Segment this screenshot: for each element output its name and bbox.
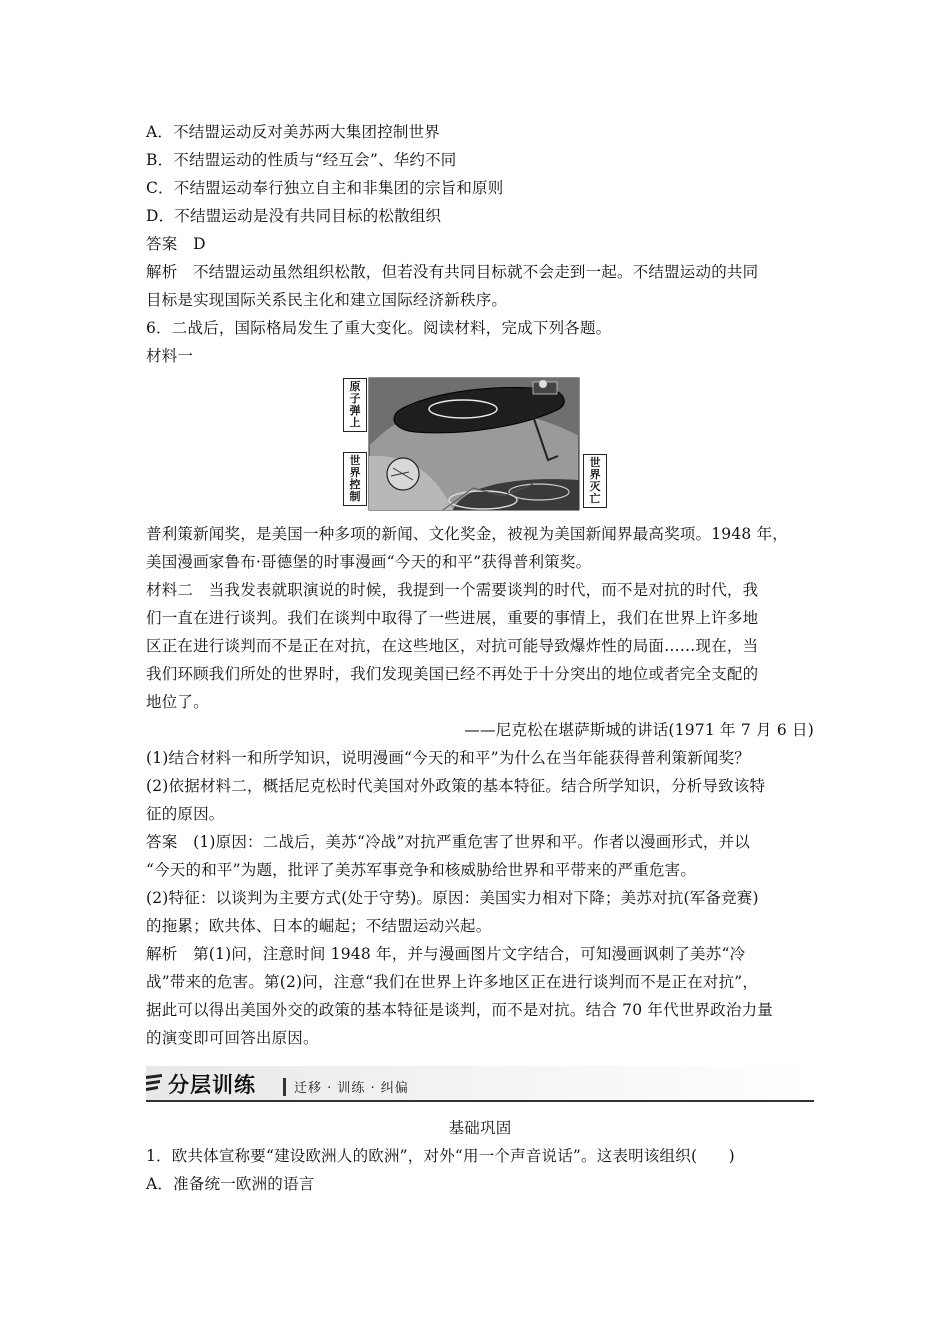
cartoon-label-top-left: 原 子 弹 上: [343, 378, 367, 432]
option-d: D．不结盟运动是没有共同目标的松散组织: [146, 207, 442, 225]
cartoon-label-right: 世 界 灭 亡: [583, 454, 607, 508]
question-line: (2)依据材料二，概括尼克松时代美国对外政策的基本特征。结合所学知识，分析导致该特: [146, 777, 766, 795]
material1-text-line: 普利策新闻奖，是美国一种多项的新闻、文化奖金，被视为美国新闻界最高奖项。1948 年，: [146, 525, 788, 543]
question-line: (1)结合材料一和所学知识，说明漫画“今天的和平”为什么在当年能获得普利策新闻奖？: [146, 749, 751, 767]
option-a: A．不结盟运动反对美苏两大集团控制世界: [146, 123, 440, 141]
q6-analysis-line: 据此可以得出美国外交的政策的基本特征是谈判，而不是对抗。结合 70 年代世界政治力量: [146, 1001, 773, 1019]
material2-text-line: 材料二 当我发表就职演说的时候，我提到一个需要谈判的时代，而不是对抗的时代，我: [146, 581, 759, 599]
section-banner: [146, 1066, 814, 1106]
q6-answer-line: 的拖累；欧共体、日本的崛起；不结盟运动兴起。: [146, 917, 492, 935]
q5-answer: 答案 D: [146, 235, 206, 253]
material2-text-line: 我们环顾我们所处的世界时，我们发现美国已经不再处于十分突出的地位或者完全支配的: [146, 665, 759, 683]
q6-analysis-line: 解析 第(1)问，注意时间 1948 年，并与漫画图片文字结合，可知漫画讽刺了美苏“冷: [146, 945, 746, 963]
q6-answer-line: 答案 (1)原因：二战后，美苏“冷战”对抗严重危害了世界和平。作者以漫画形式，并以: [146, 833, 751, 851]
option-b: B．不结盟运动的性质与“经互会”、华约不同: [146, 151, 457, 169]
q5-analysis-line: 目标是实现国际关系民主化和建立国际经济新秩序。: [146, 291, 508, 309]
material2-source: ——尼克松在堪萨斯城的讲话(1971 年 7 月 6 日): [464, 721, 814, 739]
banner-rule: [146, 1100, 814, 1102]
material2-text-line: 地位了。: [146, 693, 209, 711]
next-question: 1．欧共体宣称要“建设欧洲人的欧洲”，对外“用一个声音说话”。这表明该组织( ): [146, 1147, 735, 1165]
cartoon-label-bottom-left: 世 界 控 制: [343, 452, 367, 506]
q6-answer-line: “今天的和平”为题，批评了美苏军事竞争和核威胁给世界和平带来的严重危害。: [146, 861, 697, 879]
banner-subtitle: 迁移 · 训练 · 纠偏: [294, 1081, 409, 1096]
material1-label: 材料一: [146, 347, 194, 365]
document-page: [146, 118, 814, 1198]
question-line: 征的原因。: [146, 805, 225, 823]
section-title: 基础巩固: [448, 1119, 512, 1137]
q6-analysis-line: 的演变即可回答出原因。: [146, 1029, 319, 1047]
cartoon-drawing: [343, 376, 613, 514]
q6-answer-line: (2)特征：以谈判为主要方式(处于守势)。原因：美国实力相对下降；美苏对抗(军备竞赛): [146, 889, 759, 907]
q6-stem: 6．二战后，国际格局发生了重大变化。阅读材料，完成下列各题。: [146, 319, 612, 337]
banner-stripes-icon: [146, 1074, 162, 1094]
material2-text-line: 们一直在进行谈判。我们在谈判中取得了一些进展，重要的事情上，我们在世界上许多地: [146, 609, 759, 627]
option-c: C．不结盟运动奉行独立自主和非集团的宗旨和原则: [146, 179, 504, 197]
material1-text-line: 美国漫画家鲁布·哥德堡的时事漫画“今天的和平”获得普利策奖。: [146, 553, 592, 571]
banner-title: 分层训练: [168, 1073, 256, 1097]
next-option-a: A．准备统一欧洲的语言: [146, 1175, 315, 1193]
q6-analysis-line: 战”带来的危害。第(2)问，注意“我们在世界上许多地区正在进行谈判而不是正在对抗”，: [146, 973, 759, 991]
q5-analysis-line: 解析 不结盟运动虽然组织松散，但若没有共同目标就不会走到一起。不结盟运动的共同: [146, 263, 759, 281]
material2-text-line: 区正在进行谈判而不是正在对抗，在这些地区，对抗可能导致爆炸性的局面……现在，当: [146, 637, 759, 655]
banner-divider: [283, 1078, 286, 1096]
cartoon-image: [343, 376, 613, 514]
